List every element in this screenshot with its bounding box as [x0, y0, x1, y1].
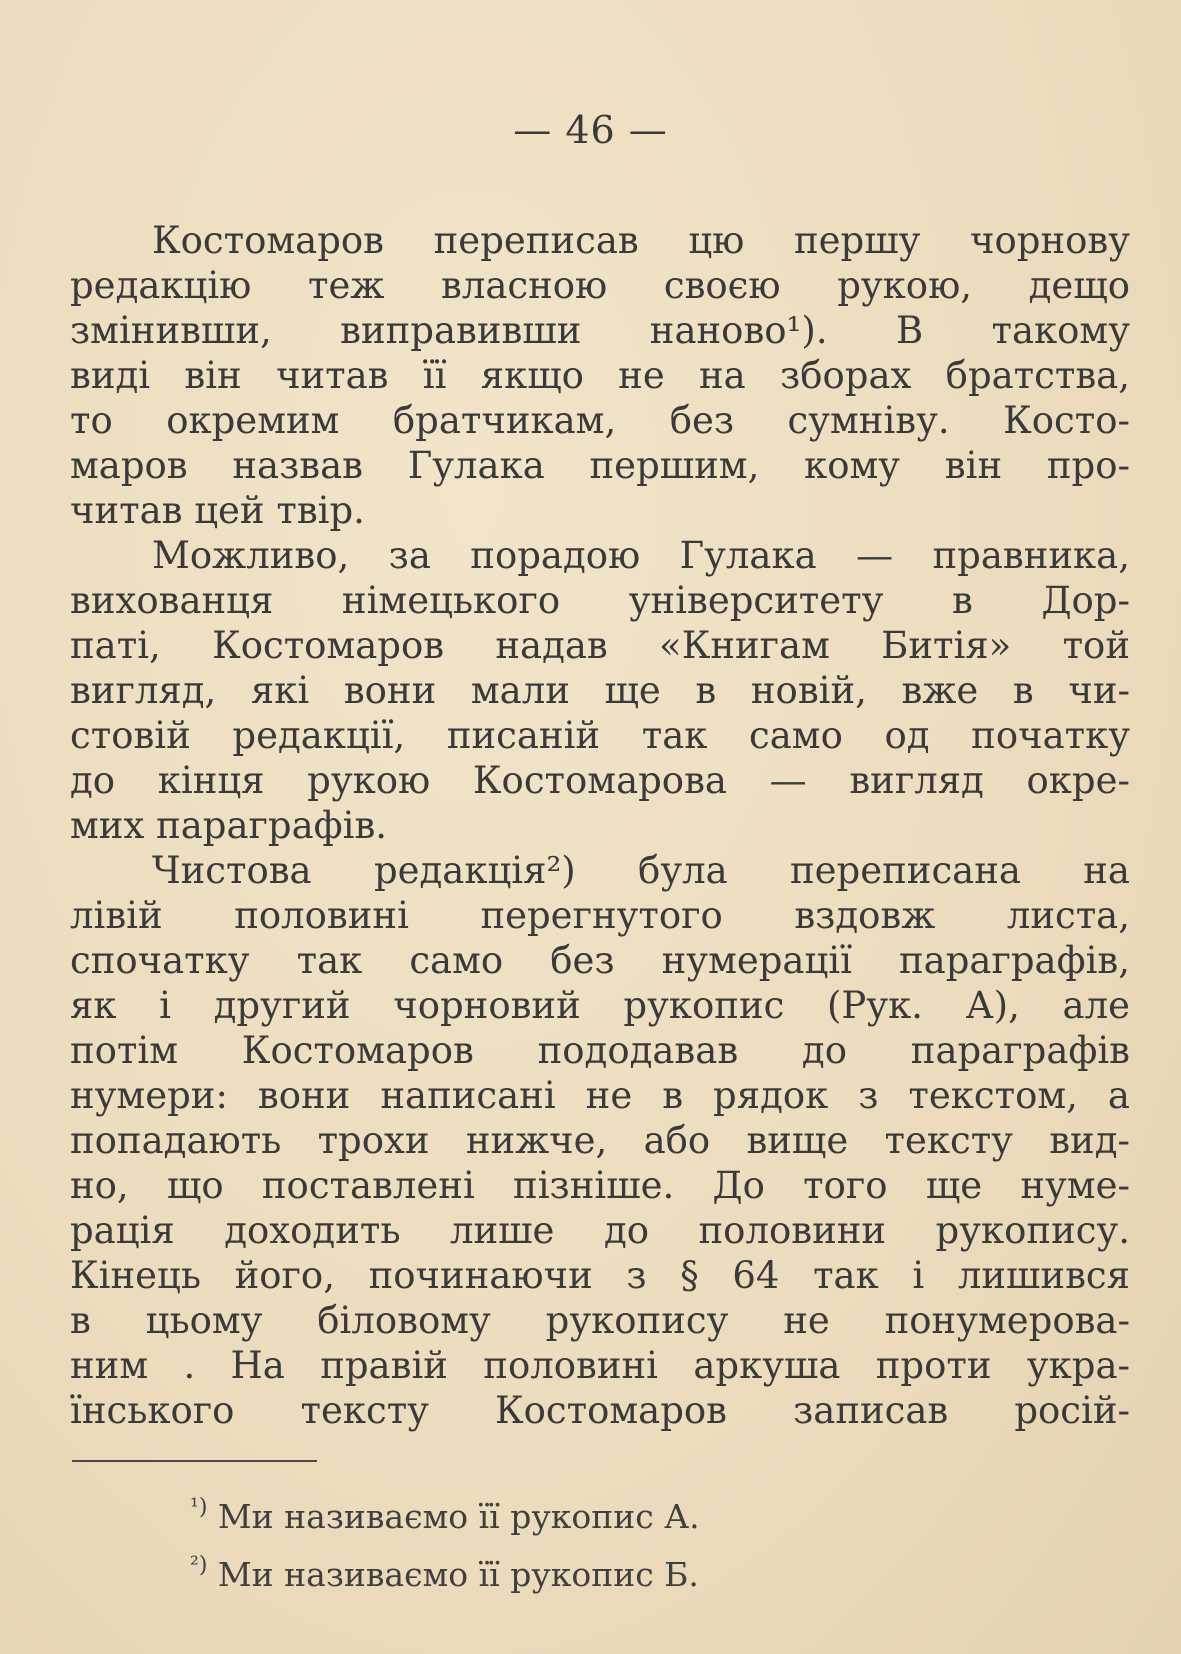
text-line: змінивши, виправивши наново¹). В такому	[70, 309, 1130, 352]
text-line: маров назвав Гулака першим, кому він про-	[70, 444, 1130, 487]
text-line: виді він читав її якщо не на зборах братства,	[70, 354, 1130, 397]
body-text	[70, 218, 1130, 1433]
page-number: — 46 —	[513, 108, 668, 152]
footnote-text: Ми називаємо її рукопис Б.	[207, 1555, 699, 1594]
text-line: Костомаров переписав цю першу чорнову	[152, 219, 1130, 262]
text-line: як і другий чорновий рукопис (Рук. А), але	[70, 984, 1130, 1027]
text-line: до кінця рукою Костомарова — вигляд окре-	[70, 759, 1130, 802]
text-line: їнського тексту Костомаров записав росій-	[70, 1389, 1130, 1432]
text-line: попадають трохи нижче, або вище тексту вид-	[70, 1119, 1130, 1162]
text-line: в цьому біловому рукопису не понумерова-	[70, 1299, 1130, 1342]
footnote-2	[190, 1546, 1090, 1604]
text-line: паті, Костомаров надав «Книгам Битія» той	[70, 624, 1130, 667]
text-line: Чистова редакція²) була переписана на	[152, 849, 1130, 892]
text-line: но, що поставлені пізніше. До того ще нуме-	[70, 1164, 1130, 1207]
text-line: нумери: вони написані не в рядок з текстом, а	[70, 1074, 1130, 1117]
text-line: стовій редакції, писаній так само од початку	[70, 714, 1130, 757]
text-line: мих параграфів.	[70, 804, 388, 847]
footnote-marker: ¹)	[190, 1495, 208, 1520]
text-line: спочатку так само без нумерації параграфів,	[70, 939, 1130, 982]
text-line: Можливо, за порадою Гулака — правника,	[152, 534, 1130, 577]
text-line: то окремим братчикам, без сумніву. Косто-	[70, 399, 1130, 442]
footnotes	[190, 1488, 1090, 1604]
text-line: вихованця німецького університету в Дор-	[70, 579, 1130, 622]
text-line: читав цей твір.	[70, 489, 365, 532]
footnote-divider	[72, 1460, 317, 1462]
text-line: вигляд, які вони мали ще в новій, вже в чи-	[70, 669, 1130, 712]
text-line: ним . На правій половині аркуша проти укра-	[70, 1344, 1130, 1387]
footnote-1	[190, 1488, 1090, 1546]
text-line: рація доходить лише до половини рукопису.	[70, 1209, 1130, 1252]
text-line: Кінець його, починаючи з § 64 так і лишився	[70, 1254, 1130, 1297]
text-line: потім Костомаров пододавав до параграфів	[70, 1029, 1130, 1072]
text-line: лівій половині перегнутого вздовж листа,	[70, 894, 1130, 937]
footnote-text: Ми називаємо її рукопис А.	[207, 1497, 700, 1536]
text-line: редакцію теж власною своєю рукою, дещо	[70, 264, 1130, 307]
footnote-marker: ²)	[190, 1553, 208, 1578]
